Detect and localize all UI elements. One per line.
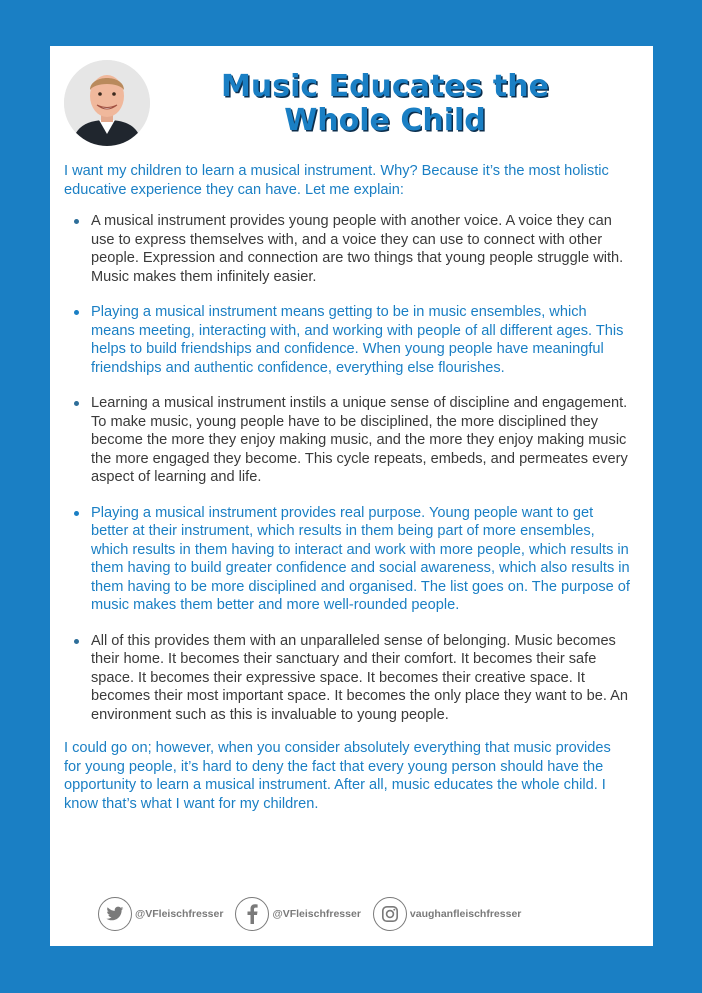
facebook-handle: @VFleischfresser xyxy=(272,908,361,920)
list-item xyxy=(64,632,630,725)
list-item-text: Learning a musical instrument instils a unique sense of discipline and engagement. To make music, young people have to be disciplined, the more disciplined they become the more they enjoy making music, and the more they enjoy making music the more engaged they become. This cycle repeats, embeds, and permeates every aspect of learning and life. xyxy=(91,395,628,485)
closing-paragraph: I could go on; however, when you consider absolutely everything that music provides for young people, it’s hard to deny the fact that every young person should have the opportunity to learn a musical instrument. After all, music educates the whole child. I know that’s what I want for my children. xyxy=(64,740,611,812)
list-item-text: A musical instrument provides young people with another voice. A voice they can use to express themselves with, and a voice they can use to connect with other people. Expression and connection are two things that young people struggle with. Music makes them infinitely easier. xyxy=(91,213,624,285)
social-link-twitter[interactable] xyxy=(98,897,223,931)
article-body xyxy=(64,162,630,813)
list-item xyxy=(64,303,630,377)
twitter-handle: @VFleischfresser xyxy=(135,908,224,920)
instagram-icon xyxy=(373,897,407,931)
social-link-facebook[interactable] xyxy=(235,897,360,931)
instagram-handle: vaughanfleischfresser xyxy=(409,908,522,920)
bullet-icon xyxy=(74,511,79,516)
author-portrait-icon xyxy=(64,60,150,146)
document-card xyxy=(50,46,653,946)
list-item xyxy=(64,212,630,286)
author-avatar xyxy=(64,60,150,146)
bullet-icon xyxy=(74,310,79,315)
list-item-text: Playing a musical instrument means getting to be in music ensembles, which means meeting, interacting with, and working with people of all different ages. This helps to build friendships and confidence. When young people have meaningful friendships and authentic confidence, everything else flourishes. xyxy=(91,304,624,376)
social-link-instagram[interactable] xyxy=(373,897,521,931)
page-title: Music Educates the Whole Child xyxy=(221,69,549,138)
facebook-icon xyxy=(235,897,269,931)
twitter-icon xyxy=(98,897,132,931)
intro-paragraph: I want my children to learn a musical instrument. Why? Because it’s the most holistic educative experience they can have. Let me explain: xyxy=(64,163,609,198)
social-links xyxy=(98,897,521,931)
bullet-icon xyxy=(74,401,79,406)
list-item-text: Playing a musical instrument provides real purpose. Young people want to get better at their instrument, which results in them being part of more ensembles, which results in them having to interact and work with more people, which results in them having to build greater confidence and social awareness, which also results in them having to be more disciplined and organised. The list goes on. The purpose of music makes them better and more well-rounded people. xyxy=(91,504,630,613)
bullet-icon xyxy=(74,219,79,224)
list-item-text: All of this provides them with an unparalleled sense of belonging. Music becomes their home. It becomes their sanctuary and their comfort. It becomes their safe space. It becomes their expressive space. It becomes their creative space. It becomes their most important space. It becomes the only place they want to be. An environment such as this is invaluable to young people. xyxy=(91,632,629,723)
list-item xyxy=(64,504,630,615)
bullet-icon xyxy=(74,639,79,644)
list-item xyxy=(64,394,630,487)
reasons-list xyxy=(64,212,630,724)
